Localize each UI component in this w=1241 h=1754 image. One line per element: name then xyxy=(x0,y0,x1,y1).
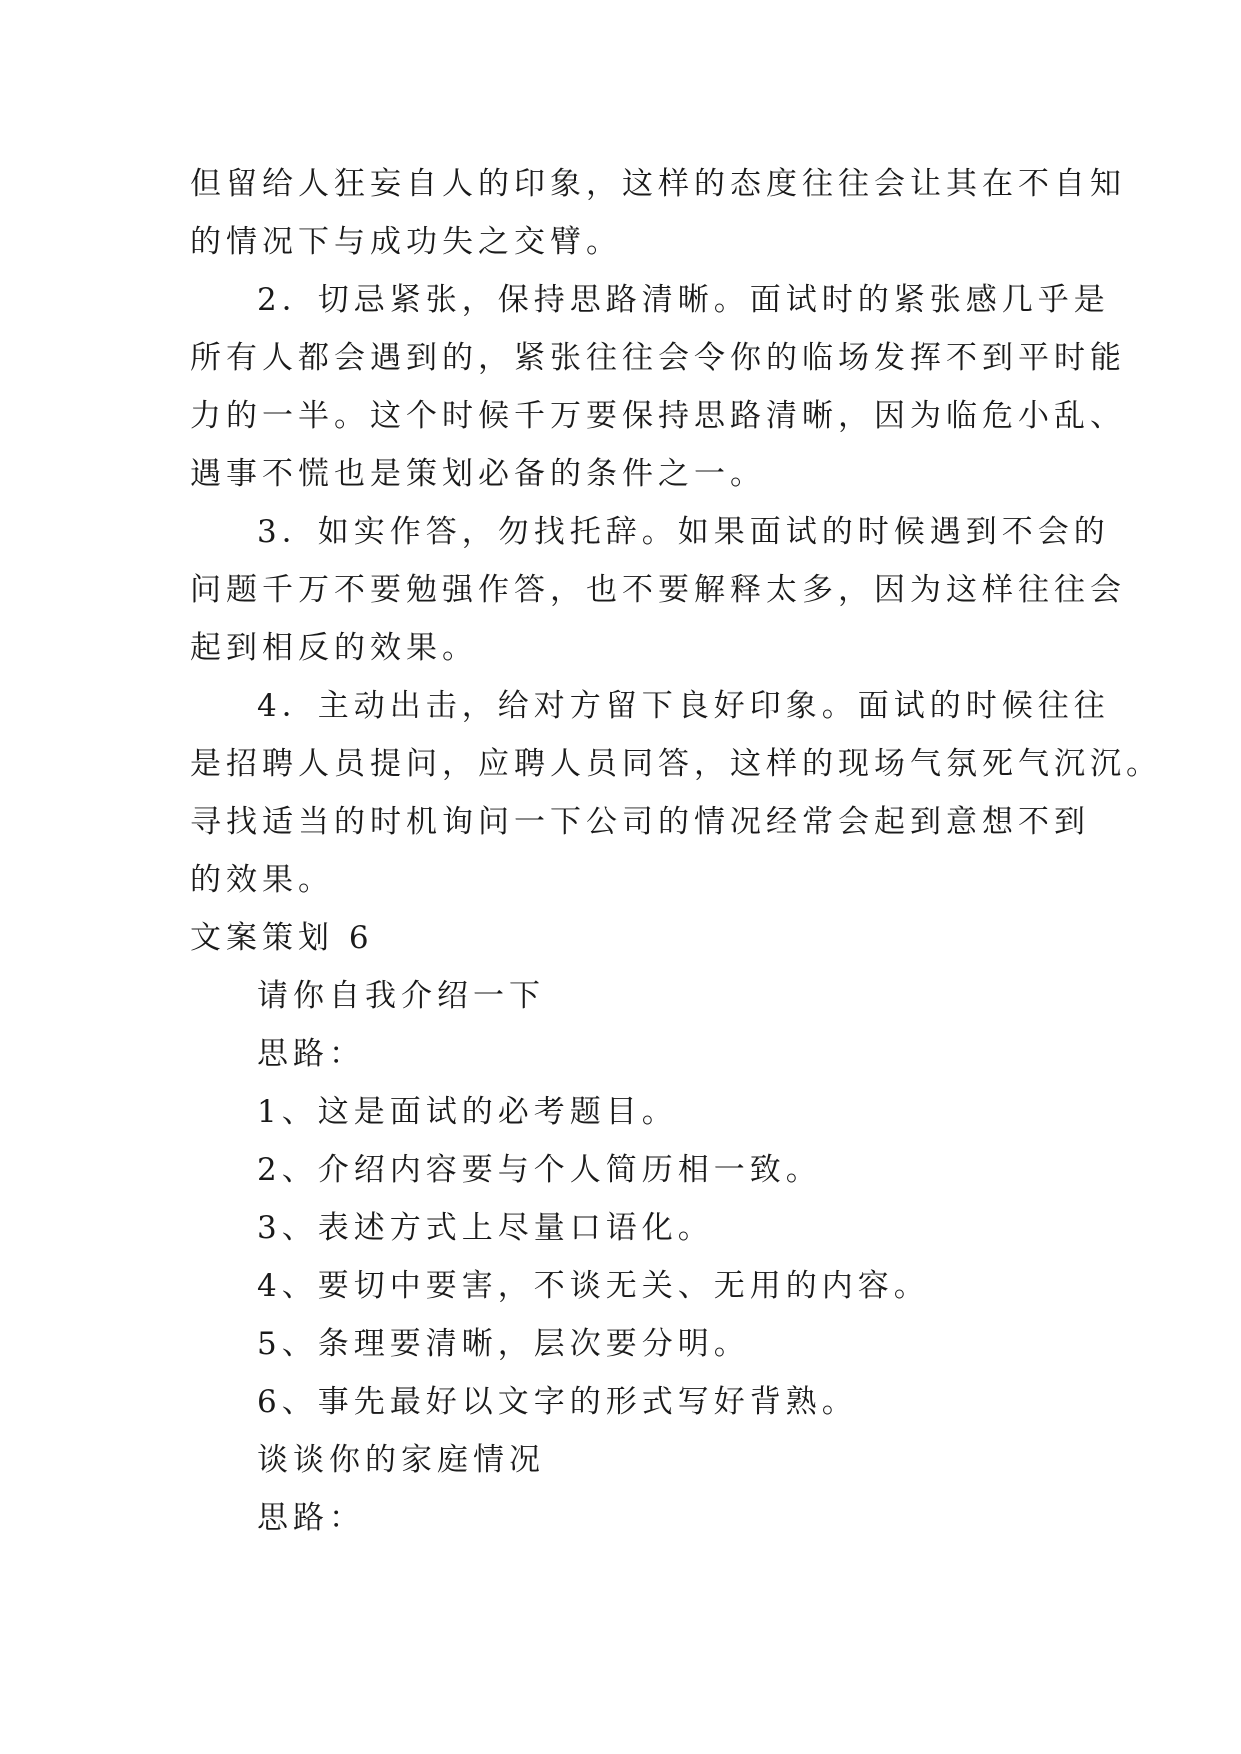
list-item: 6、事先最好以文字的形式写好背熟。 xyxy=(257,1384,858,1420)
paragraph-line: 遇事不慌也是策划必备的条件之一。 xyxy=(190,456,766,492)
paragraph-line: 的效果。 xyxy=(190,862,334,898)
list-item: 3、表述方式上尽量口语化。 xyxy=(257,1210,714,1246)
paragraph-line: 思路： xyxy=(257,1036,365,1072)
section-heading: 文案策划 6 xyxy=(190,920,374,956)
paragraph-line: 寻找适当的时机询问一下公司的情况经常会起到意想不到 xyxy=(190,804,1090,840)
question-title: 谈谈你的家庭情况 xyxy=(257,1442,545,1478)
paragraph-line: 所有人都会遇到的，紧张往往会令你的临场发挥不到平时能 xyxy=(190,340,1126,376)
paragraph-line: 4．主动出击，给对方留下良好印象。面试的时候往往 xyxy=(257,688,1110,724)
list-item: 2、介绍内容要与个人简历相一致。 xyxy=(257,1152,822,1188)
list-item: 1、这是面试的必考题目。 xyxy=(257,1094,678,1130)
paragraph-line: 是招聘人员提问，应聘人员同答，这样的现场气氛死气沉沉。 xyxy=(190,746,1162,782)
paragraph-line: 问题千万不要勉强作答，也不要解释太多，因为这样往往会 xyxy=(190,572,1126,608)
paragraph-line: 思路： xyxy=(257,1500,365,1536)
list-item: 4、要切中要害，不谈无关、无用的内容。 xyxy=(257,1268,930,1304)
paragraph-line: 2．切忌紧张，保持思路清晰。面试时的紧张感几乎是 xyxy=(257,282,1110,318)
list-item: 5、条理要清晰，层次要分明。 xyxy=(257,1326,750,1362)
paragraph-line: 3．如实作答，勿找托辞。如果面试的时候遇到不会的 xyxy=(257,514,1110,550)
paragraph-line: 但留给人狂妄自人的印象，这样的态度往往会让其在不自知 xyxy=(190,166,1126,202)
paragraph-line: 力的一半。这个时候千万要保持思路清晰，因为临危小乱、 xyxy=(190,398,1126,434)
paragraph-line: 的情况下与成功失之交臂。 xyxy=(190,224,622,260)
paragraph-line: 起到相反的效果。 xyxy=(190,630,478,666)
question-title: 请你自我介绍一下 xyxy=(257,978,545,1014)
